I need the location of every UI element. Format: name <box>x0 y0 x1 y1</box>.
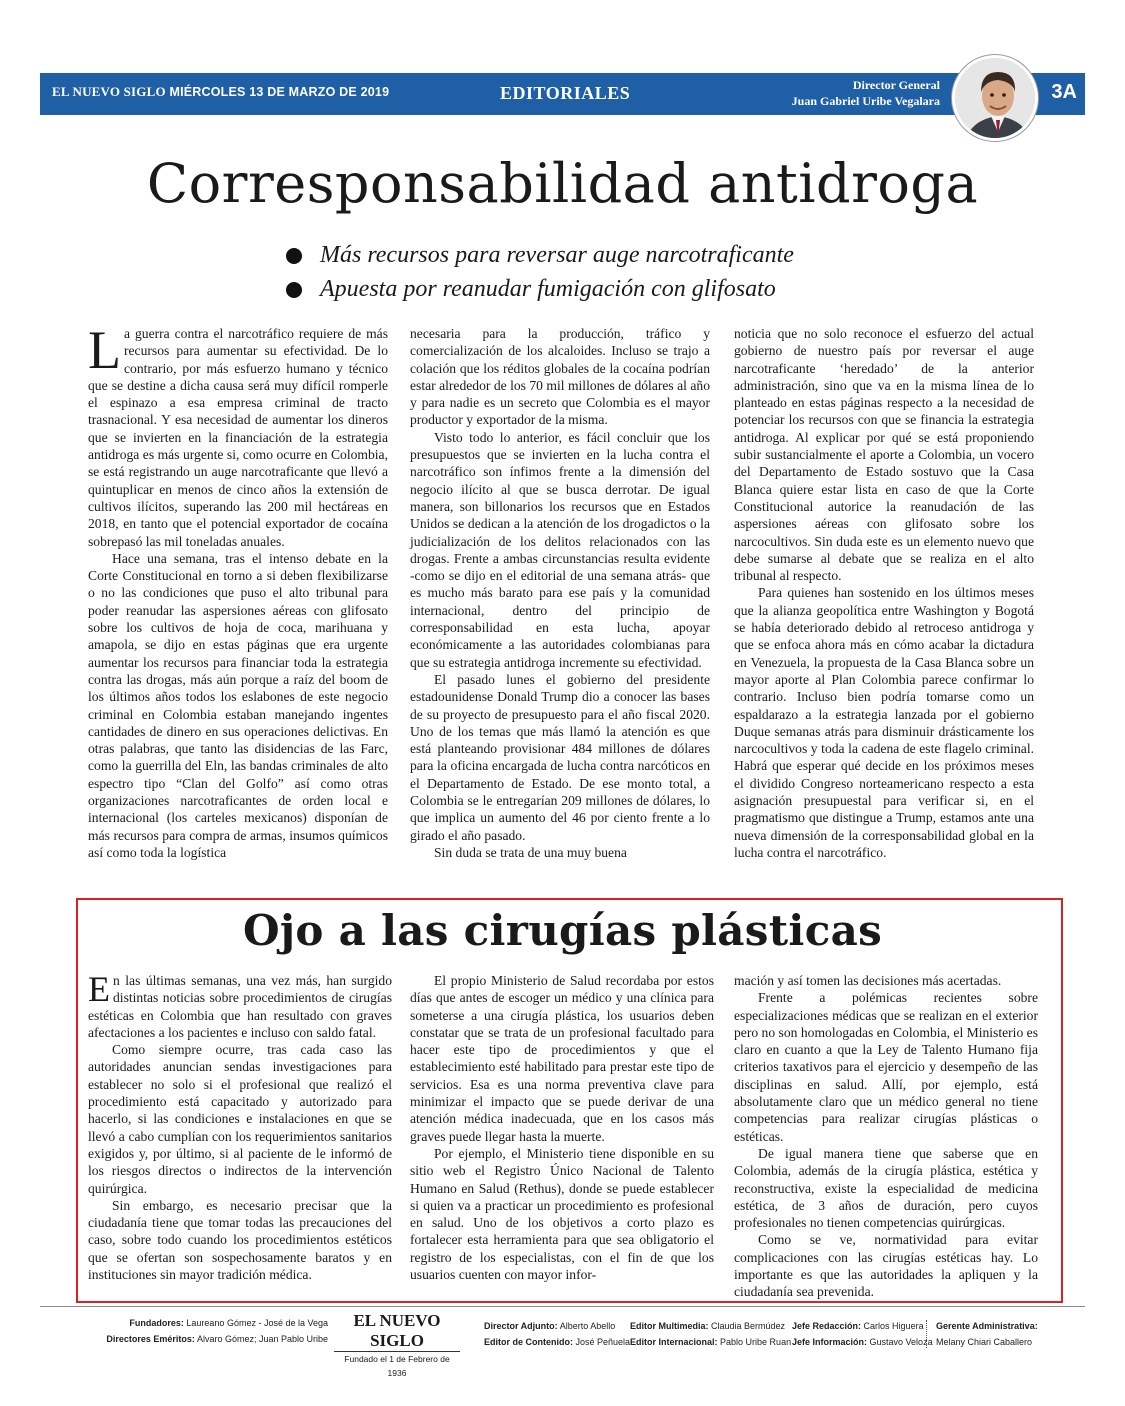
content-name: José Peñuela <box>575 1337 631 1347</box>
editorial1-column-1 <box>88 320 388 861</box>
footer-divider <box>40 1306 1085 1307</box>
newsroom-name: Carlos Higuera <box>863 1321 924 1331</box>
emeritus-label: Directores Eméritos: <box>106 1334 195 1344</box>
header-bar <box>40 73 1085 115</box>
page-number: 3A <box>1051 81 1077 103</box>
paragraph: noticia que no solo reconoce el esfuerzo del actual gobierno de nuestro país por reversar el auge narcotraficante ‘heredado’ de la anterior administración, sino que va en la misma línea de lo planteado en estas páginas respecto a la necesidad de potenciar los recursos con que se financia la estrategia antidroga. Al explicar por qué se está proponiendo subir sustancialmente el aporte a Colombia, un vocero del Departamento de Estado sostuvo que la Casa Blanca quiere estar lista en caso de que la Corte Constitucional autorice la reanudación de las aspersiones aéreas con glifosato sobre los narcocultivos. Sin duda este es un elemento nuevo que debe sumarse al debate que se realiza en el alto tribunal al respecto. <box>734 326 1034 584</box>
editorial2-column-3 <box>734 972 1038 1301</box>
international-label: Editor Internacional: <box>630 1337 718 1347</box>
editorial-title-plastic-surgery: Ojo a las cirugías plásticas <box>242 906 883 955</box>
founders-names: Laureano Gómez - José de la Vega <box>186 1318 328 1328</box>
footer-separator <box>926 1320 927 1348</box>
paragraph: mación y así tomen las decisiones más acertadas. <box>734 973 1002 988</box>
newspaper-logo: EL NUEVO SIGLO <box>334 1311 460 1352</box>
info-name: Gustavo Veloza <box>869 1337 933 1347</box>
paragraph: El propio Ministerio de Salud recordaba por estos días que antes de escoger un médico y una clínica para someterse a una cirugía plástica, los usuarios deben constatar que se trata de un profesional facultado para hacer este tipo de procedimientos y que el establecimiento esté habilitado para prestar este tipo de servicios. Esa es una norma preventiva clave para minimizar el impacto que se puede derivar de una atención médica inadecuada, que en los casos más graves puede llegar hasta la muerte. <box>410 973 714 1144</box>
founded-date: Fundado el 1 de Febrero de 1936 <box>344 1354 450 1378</box>
footer-logo <box>334 1311 460 1380</box>
paragraph: necesaria para la producción, tráfico y comercialización de los alcaloides. Incluso se trajo a colación que los réditos globales de la cocaína podrían estar alrededor de los 70 mil millones de dólares al año y para nadie es un secreto que Colombia es el mayor productor y exportador de la misma. <box>410 326 710 428</box>
director-portrait <box>952 55 1038 141</box>
paragraph: De igual manera tiene que saberse que en Colombia, además de la cirugía plástica, estética y reconstructiva, existe la especialidad de medicina estética, de 3 años de duración, pero cuyos profesionales no tienen competencias quirúrgicas. <box>734 1145 1038 1231</box>
portrait-illustration <box>955 58 1038 141</box>
director-credit <box>740 77 940 109</box>
footer-manager <box>936 1318 1038 1350</box>
newsroom-label: Jefe Redacción: <box>792 1321 862 1331</box>
footer-editors-3 <box>792 1318 933 1350</box>
drop-cap: E <box>88 969 110 1009</box>
subtitle-2: Apuesta por reanudar fumigación con glifosato <box>284 272 794 306</box>
section-title: EDITORIALES <box>500 83 631 103</box>
multimedia-name: Claudia Bermúdez <box>711 1321 786 1331</box>
publication-date: MIÉRCOLES 13 DE MARZO DE 2019 <box>169 85 390 99</box>
editorial-subtitles <box>284 238 794 306</box>
editorial1-column-2 <box>410 325 710 861</box>
editorial-title-antidrug: Corresponsabilidad antidroga <box>146 152 979 215</box>
paragraph <box>88 320 388 550</box>
paragraph: Sin embargo, es necesario precisar que la ciudadanía tiene que tomar todas las precauciones del caso, sobre todo cuando los procedimientos estéticos que se ofertan son sospechosamente baratos y en instituciones sin mayor tradición médica. <box>88 1197 392 1283</box>
paragraph: Sin duda se trata de una muy buena <box>434 844 627 860</box>
paragraph: Frente a polémicas recientes sobre especializaciones médicas que se realizan en el exterior pero no son homologadas en Colombia, el Ministerio es claro en cuanto a que la Ley de Talento Humano fija criterios taxativos para el ejercicio y desempeño de las disciplinas en salud. Allí, por ejemplo, está absolutamente claro que un médico general no tiene competencias para realizar cirugías plásticas o estéticas. <box>734 990 1038 1144</box>
editorial2-column-1 <box>88 969 392 1283</box>
paragraph-text: a guerra contra el narcotráfico requiere de más recursos para aumentar su efectividad. De lo contrario, por más esfuerzo humano y técnico que se destine a dicha causa será muy difícil romperle el espinazo a esa empresa criminal de tracto trasnacional. Y esa necesidad de aumentar los dineros que se invierten en la financiación de la estrategia antidroga es más urgente si, como ocurre en Colombia, se está registrando un auge narcotraficante que llevó a quintuplicar en menos de cinco años la extensión de cultivos ilícitos, superando las 200 mil hectáreas en 2018, en tanto que el potencial exportador de cocaína sobrepasó las mil toneladas anuales. <box>88 326 388 549</box>
paragraph: Visto todo lo anterior, es fácil concluir que los presupuestos que se invierten en la lucha contra el narcotráfico son ínfimos frente a la dimensión del negocio ilícito al que se busca derrotar. De igual manera, son billonarios los recursos que en Estados Unidos se dedican a la atención de los drogadictos o la judicialización de los delitos relacionados con las drogas. Frente a ambas circunstancias resulta evidente -como se dijo en el editorial de una semana atrás- que es mucho más barato para ese país y la comunidad internacional, dentro del principio de corresponsabilidad en esta lucha, apoyar económicamente a las autoridades colombianas para que su estrategia antidroga incremente su efectividad. <box>410 429 710 670</box>
manager-name: Melany Chiari Caballero <box>936 1337 1033 1347</box>
footer-editors-2 <box>630 1318 791 1350</box>
founders-label: Fundadores: <box>129 1318 184 1328</box>
multimedia-label: Editor Multimedia: <box>630 1321 709 1331</box>
subtitle-1: Más recursos para reversar auge narcotraficante <box>284 238 794 272</box>
paragraph: Hace una semana, tras el intenso debate en la Corte Constitucional en torno a si deben flexibilizarse o no las condiciones que puso el alto tribunal para poder reanudar las aspersiones aéreas con glifosato sobre los cultivos de hoja de coca, marihuana y amapola, se dijo en estas páginas que era urgente aumentar los recursos para financiar toda la estrategia contra las drogas, más aún porque a raíz del boom de los últimos años todos los eslabones de este negocio criminal en Colombia estaban manejando ingentes cantidades de dinero en sus operaciones delictivas. En otras palabras, que tanto las disidencias de las Farc, como la guerrilla del Eln, las bandas criminales de alto espectro tipo “Clan del Golfo” así como otras organizaciones narcotraficantes de orden local e internacional (los carteles mexicanos) disponían de más recursos para compra de armas, insumos químicos así como toda la logística <box>88 550 388 860</box>
paragraph-text: n las últimas semanas, una vez más, han surgido distintas noticias sobre procedimientos de cirugías estéticas en Colombia que han resultado con graves afectaciones a los pacientes e incluso con saldo fatal. <box>88 973 392 1040</box>
editorial2-column-2 <box>410 972 714 1283</box>
adjunct-label: Director Adjunto: <box>484 1321 558 1331</box>
adjunct-name: Alberto Abello <box>559 1321 616 1331</box>
footer-editors-1 <box>484 1318 630 1350</box>
footer-founders <box>60 1315 328 1347</box>
manager-label: Gerente Administrativa: <box>936 1321 1038 1331</box>
paragraph: Como se ve, normatividad para evitar complicaciones con las cirugías estéticas hay. Lo importante es que las autoridades la apliquen y la ciudadanía sea prevenida. <box>734 1232 1038 1300</box>
emeritus-names: Alvaro Gómez; Juan Pablo Uribe <box>196 1334 328 1344</box>
info-label: Jefe Información: <box>792 1337 868 1347</box>
drop-cap: L <box>88 320 121 380</box>
paragraph <box>88 969 392 1041</box>
international-name: Pablo Uribe Ruan <box>720 1337 792 1347</box>
editorial1-column-3 <box>734 325 1034 861</box>
paragraph: Por ejemplo, el Ministerio tiene disponible en su sitio web el Registro Único Nacional de Talento Humano en Salud (Rethus), donde se puede establecer si quien va a practicar un procedimiento es profesional en salud. Uno de los objetivos a corto plazo es fortalecer esta herramienta para que sea obligatorio el registro de los especialistas, con el fin de que los usuarios cuenten con mayor infor- <box>410 1145 714 1283</box>
director-role: Director General <box>852 78 940 92</box>
content-label: Editor de Contenido: <box>484 1337 573 1347</box>
director-name: Juan Gabriel Uribe Vegalara <box>791 94 940 108</box>
paragraph: Como siempre ocurre, tras cada caso las autoridades anuncian sendas investigaciones para establecer no solo si el profesional que realizó el procedimiento está capacitado y autorizado para hacerlo, si las condiciones e instalaciones en que se llevó a cabo cumplían con los requerimientos sanitarios exigidos y, por último, si al paciente de le informó de los riesgos directos o indirectos de la intervención quirúrgica. <box>88 1042 392 1196</box>
header-dateline <box>52 84 389 100</box>
paragraph: Para quienes han sostenido en los últimos meses que la alianza geopolítica entre Washington y Bogotá se había deteriorado debido al retroceso antidroga y que se enfoca ahora más en cómo acabar la dictadura en Venezuela, la propuesta de la Casa Blanca sobre un mayor aporte al Plan Colombia parece confirmar lo contrario. Incluso bien podría tomarse como un espaldarazo a la estrategia lanzada por el gobierno Duque semanas atrás para disminuir drásticamente los narcocultivos y toda la cadena de este flagelo criminal. Habrá que esperar qué decide en los próximos meses el dividido Congreso norteamericano respecto a esta asignación presupuestal para verificar si, en el pragmatismo que distingue a Trump, estamos ante una nueva dimensión de la corresponsabilidad global en la lucha contra el narcotráfico. <box>734 585 1034 860</box>
paragraph: El pasado lunes el gobierno del presidente estadounidense Donald Trump dio a conocer las bases de su proyecto de presupuesto para el año fiscal 2020. Uno de los temas que más llamó la atención es que está planteando provisionar 484 millones de dólares para la oficina encargada de lucha contra narcóticos en el Departamento de Estado. De ese monto total, a Colombia se le entregarían 209 millones de dólares, lo que implica un aumento del 46 por ciento frente a lo girado el año pasado. <box>410 671 710 843</box>
publication-name: EL NUEVO SIGLO <box>52 84 166 99</box>
